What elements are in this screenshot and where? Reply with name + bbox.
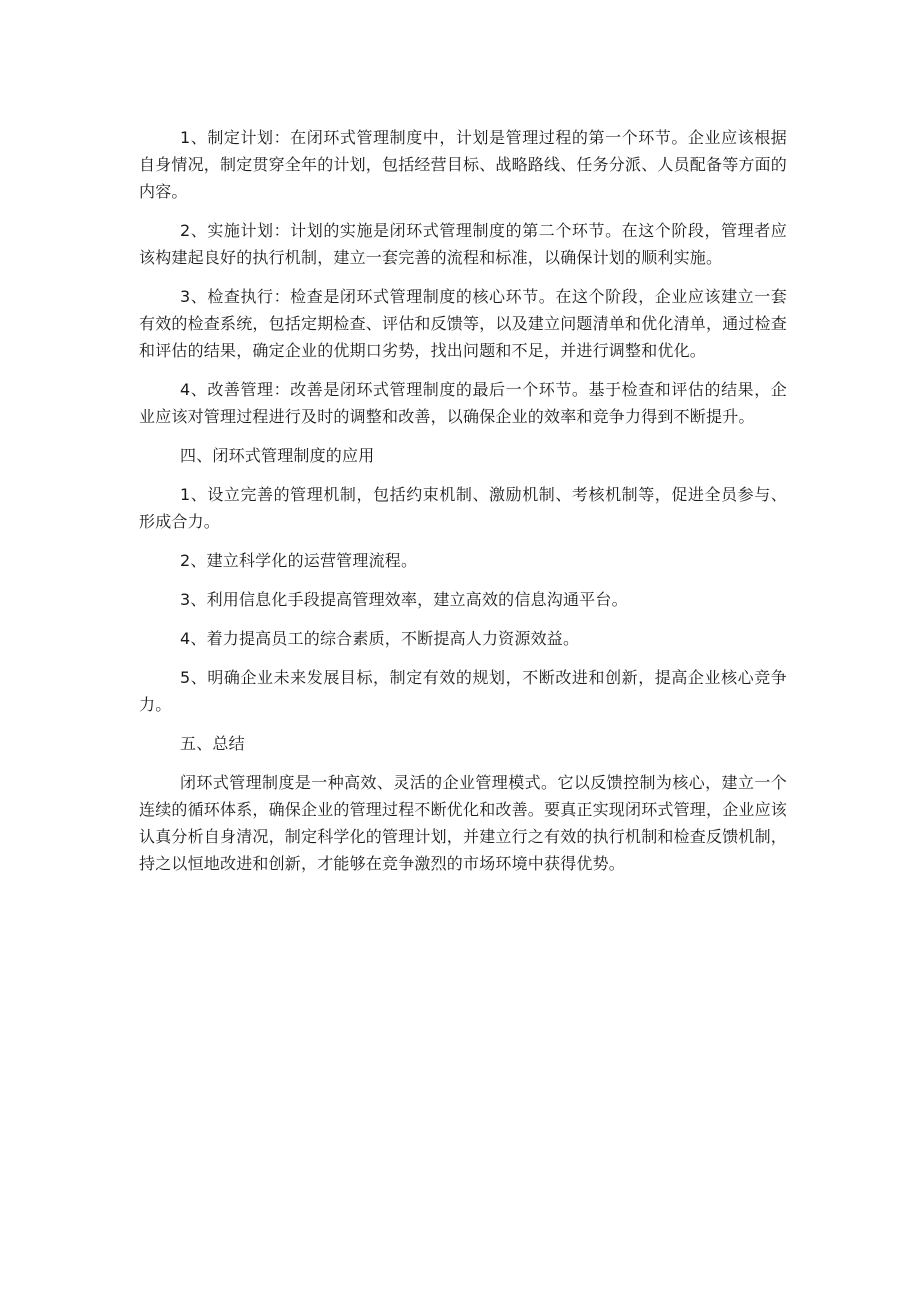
paragraph-application-5: 5、明确企业未来发展目标，制定有效的规划，不断改进和创新，提高企业核心竞争力。: [139, 668, 787, 714]
paragraph-application-1: 1、设立完善的管理机制，包括约束机制、激励机制、考核机制等，促进全员参与、形成合力。: [139, 485, 787, 531]
section-heading-summary: 五、总结: [180, 734, 245, 753]
document-body: [139, 124, 787, 889]
paragraph-plan: 1、制定计划：在闭环式管理制度中，计划是管理过程的第一个环节。企业应该根据自身情况，制定贯穿全年的计划，包括经营目标、战略路线、任务分派、人员配备等方面的内容。: [139, 128, 788, 201]
paragraph-improve: 4、改善管理：改善是闭环式管理制度的最后一个环节。基于检查和评估的结果，企业应该对管理过程进行及时的调整和改善，以确保企业的效率和竞争力得到不断提升。: [139, 380, 787, 426]
paragraph-check: 3、检查执行：检查是闭环式管理制度的核心环节。在这个阶段，企业应该建立一套有效的检查系统，包括定期检查、评估和反馈等，以及建立问题清单和优化清单，通过检查和评估的结果，确定企业的优期口劣势，找出问题和不足，并进行调整和优化。: [139, 287, 788, 360]
paragraph-application-3: 3、利用信息化手段提高管理效率，建立高效的信息沟通平台。: [180, 590, 628, 609]
section-heading-application: 四、闭环式管理制度的应用: [180, 446, 375, 465]
paragraph-implement: 2、实施计划：计划的实施是闭环式管理制度的第二个环节。在这个阶段，管理者应该构建起良好的执行机制，建立一套完善的流程和标准，以确保计划的顺利实施。: [139, 221, 787, 267]
paragraph-summary: 闭环式管理制度是一种高效、灵活的企业管理模式。它以反馈控制为核心，建立一个连续的循环体系，确保企业的管理过程不断优化和改善。要真正实现闭环式管理，企业应该认真分析自身清况，制定科学化的管理计划，并建立行之有效的执行机制和检查反馈机制，持之以恒地改进和创新，才能够在竞争激烈的市场环境中获得优势。: [139, 773, 788, 873]
paragraph-application-4: 4、着力提高员工的综合素质，不断提高人力资源效益。: [180, 629, 580, 648]
paragraph-application-2: 2、建立科学化的运营管理流程。: [180, 551, 418, 570]
